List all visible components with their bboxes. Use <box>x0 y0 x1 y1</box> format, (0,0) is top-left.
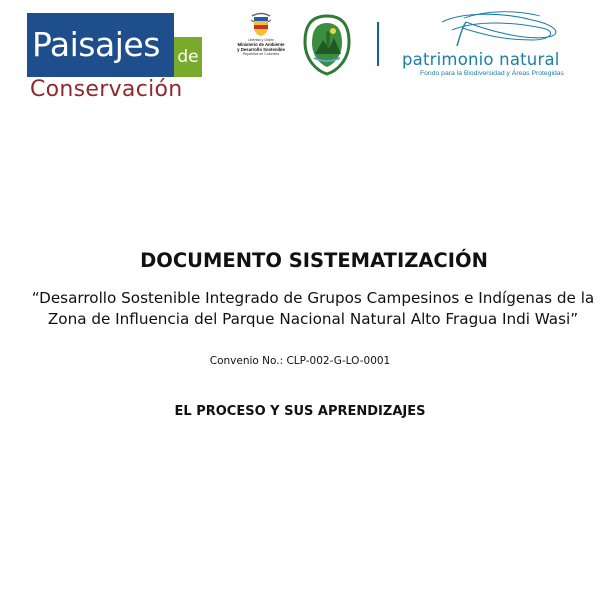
paisajes-de-conservacion-logo <box>27 13 202 105</box>
patrimonio-tagline: Fondo para la Biodiversidad y Áreas Protegidas <box>420 70 564 77</box>
parques-nacionales-logo <box>303 14 351 76</box>
document-title: DOCUMENTO SISTEMATIZACIÓN <box>140 249 488 272</box>
patrimonio-natural-name: patrimonio natural <box>402 50 560 69</box>
ministerio-name-line1: Ministerio de Ambiente <box>237 42 285 47</box>
ministerio-name-line2: y Desarrollo Sostenible <box>237 47 285 52</box>
conservacion-word: Conservación <box>30 77 183 102</box>
paisajes-word: Paisajes <box>27 13 174 77</box>
ministerio-motto: Libertad y Orden <box>247 38 275 42</box>
section-heading: EL PROCESO Y SUS APRENDIZAJES <box>174 404 426 419</box>
ministerio-ambiente-logo <box>231 12 291 82</box>
convenio-number: Convenio No.: CLP-002-G-LO-0001 <box>209 355 391 367</box>
patrimonio-natural-logo <box>402 10 582 80</box>
ministerio-country: República de Colombia <box>242 52 280 56</box>
document-subtitle: “Desarrollo Sostenible Integrado de Grupos Campesinos e Indígenas de la Zona de Influencia del Parque Nacional Natural Alto Fragua Indi Wasi” <box>31 289 595 328</box>
patrimonio-tree-icon <box>402 10 582 50</box>
de-word: de <box>174 37 202 77</box>
logo-divider <box>377 22 379 66</box>
colombia-coat-of-arms-icon <box>249 12 273 38</box>
